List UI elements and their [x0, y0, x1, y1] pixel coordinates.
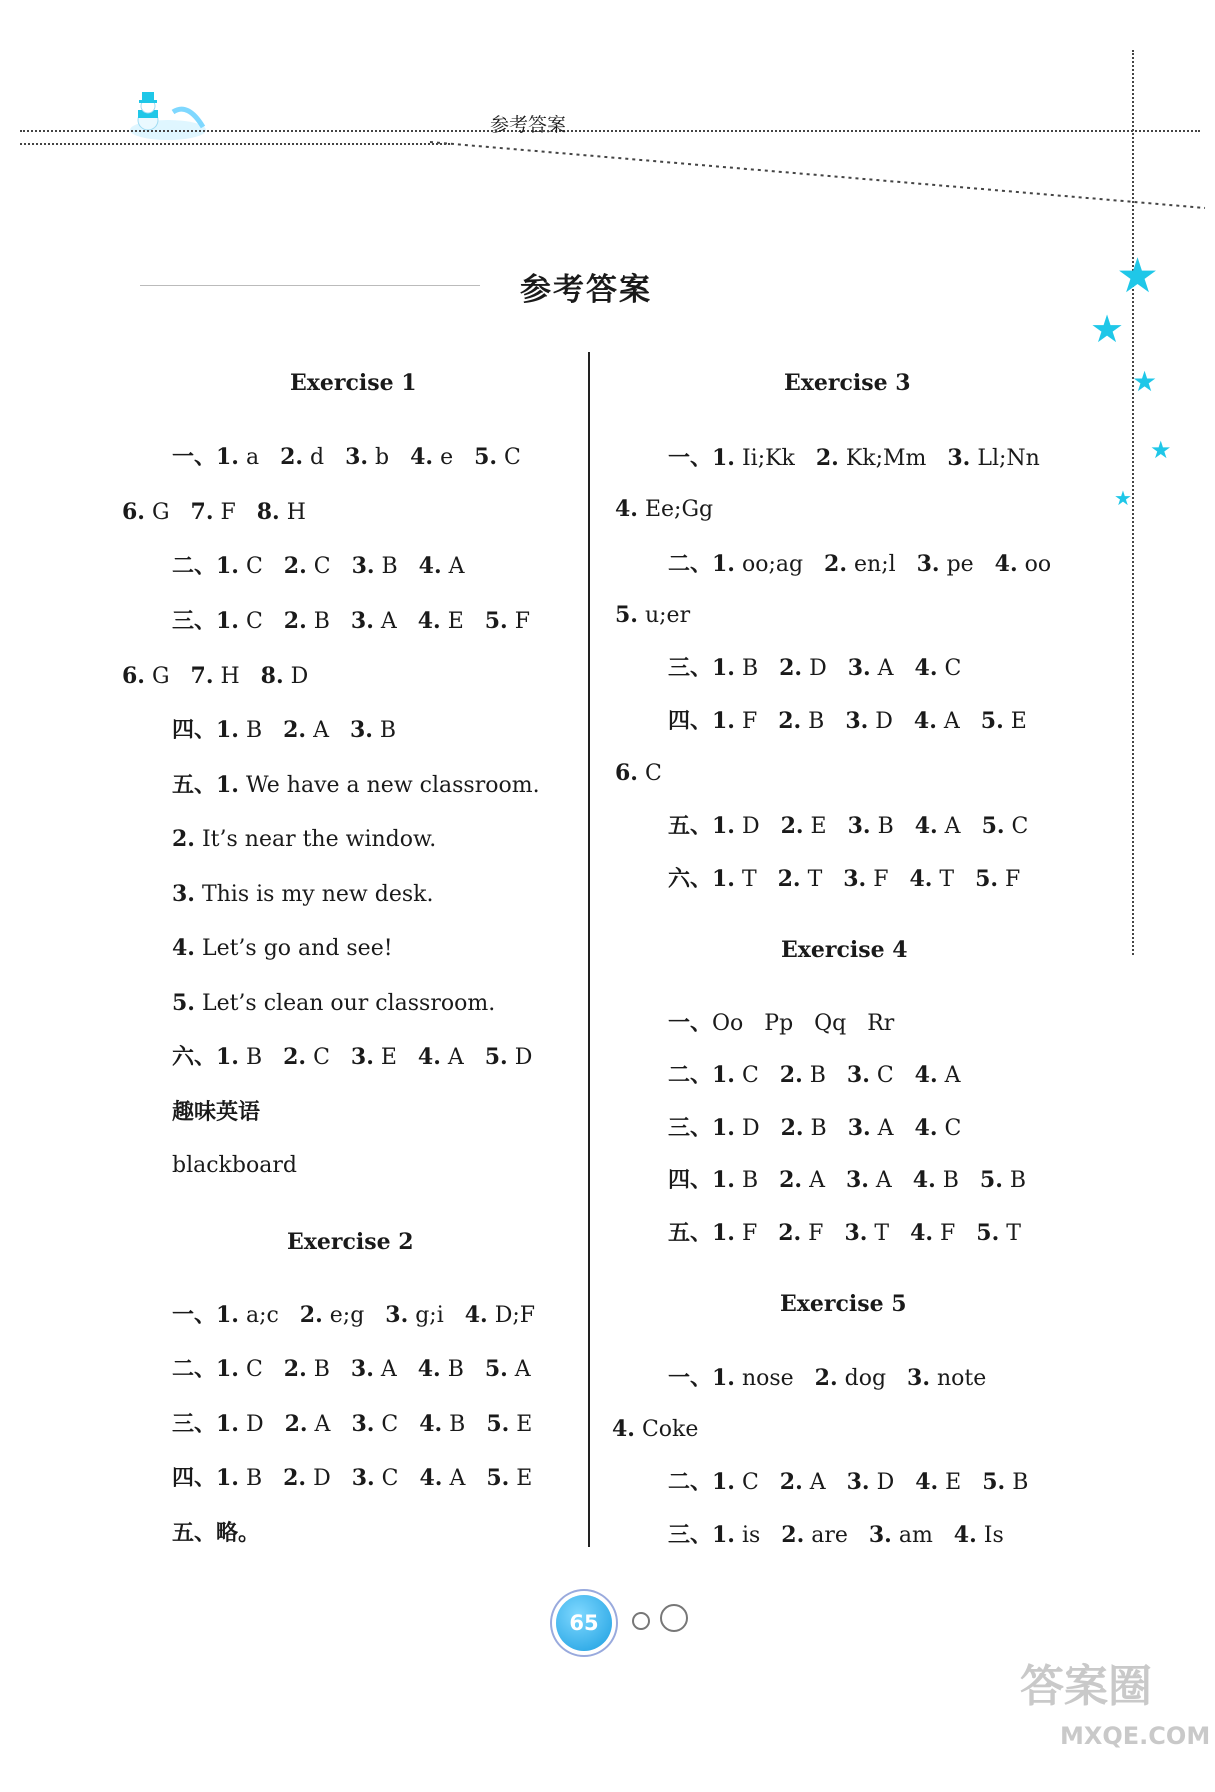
page-number: 65: [556, 1595, 612, 1651]
column-divider: [588, 352, 590, 1547]
answer-line: 三、1. B 2. D 3. A 4. C: [668, 655, 962, 681]
answer-line: 4. Coke: [612, 1416, 699, 1442]
star-icon: ★: [1150, 436, 1172, 464]
answer-line: 一、Oo Pp Qq Rr: [668, 1010, 895, 1036]
exercise-title: Exercise 4: [781, 937, 908, 963]
answer-line: 六、1. B 2. C 3. E 4. A 5. D: [172, 1044, 533, 1070]
answer-line: 6. C: [615, 760, 662, 786]
answer-line: 二、1. C 2. B 3. A 4. B 5. A: [172, 1356, 531, 1382]
answer-line: 三、1. D 2. B 3. A 4. C: [668, 1115, 962, 1141]
decor-circle-small: [632, 1612, 650, 1630]
exercise-title: Exercise 1: [290, 370, 417, 396]
exercise-title: Exercise 5: [780, 1291, 907, 1317]
section-label: 趣味英语: [172, 1099, 261, 1125]
answer-line: 二、1. C 2. C 3. B 4. A: [172, 553, 465, 579]
answer-line: 二、1. C 2. A 3. D 4. E 5. B: [668, 1469, 1029, 1495]
watermark-logo: 答案圈: [1020, 1661, 1152, 1712]
exercise-title: Exercise 3: [784, 370, 911, 396]
answer-line: blackboard: [172, 1153, 297, 1178]
right-vertical-dotted-line: [1132, 50, 1134, 955]
star-icon: ★: [1116, 248, 1160, 304]
answer-line: 四、1. B 2. D 3. C 4. A 5. E: [172, 1465, 533, 1491]
star-icon: ★: [1090, 307, 1125, 351]
answer-line: 5. u;er: [615, 602, 691, 628]
answer-line: 二、1. oo;ag 2. en;l 3. pe 4. oo: [668, 551, 1052, 577]
header-dotted-line-2: [20, 143, 450, 145]
answer-line: 一、1. nose 2. dog 3. note: [668, 1365, 987, 1391]
answer-line: 五、1. We have a new classroom.: [172, 772, 540, 798]
answer-line: 一、1. a;c 2. e;g 3. g;i 4. D;F: [172, 1302, 536, 1328]
header-title: 参考答案: [490, 114, 567, 136]
star-icon: ★: [1132, 365, 1158, 398]
answer-line: 二、1. C 2. B 3. C 4. A: [668, 1062, 961, 1088]
answer-line: 三、1. is 2. are 3. am 4. Is: [668, 1522, 1004, 1548]
exercise-title: Exercise 2: [287, 1229, 414, 1255]
answer-line: 一、1. Ii;Kk 2. Kk;Mm 3. Ll;Nn: [668, 445, 1040, 471]
header-diagonal-line: [430, 130, 1210, 210]
answer-line: 6. G 7. H 8. D: [122, 663, 309, 689]
answer-line: 五、略。: [172, 1520, 261, 1546]
answer-line: 四、1. F 2. B 3. D 4. A 5. E: [668, 708, 1027, 734]
answer-line: 三、1. D 2. A 3. C 4. B 5. E: [172, 1411, 533, 1437]
answer-line: 四、1. B 2. A 3. B: [172, 717, 397, 743]
answer-line: 6. G 7. F 8. H: [122, 499, 306, 525]
answer-line: 一、1. a 2. d 3. b 4. e 5. C: [172, 444, 521, 470]
page-title: 参考答案: [520, 272, 652, 308]
answer-line: 3. This is my new desk.: [172, 881, 434, 907]
watermark-url: MXQE.COM: [1060, 1722, 1211, 1750]
title-rule-left: [140, 285, 480, 286]
answer-line: 六、1. T 2. T 3. F 4. T 5. F: [668, 866, 1021, 892]
answer-line: 5. Let’s clean our classroom.: [172, 990, 496, 1016]
star-icon: ★: [1114, 486, 1132, 510]
answer-line: 三、1. C 2. B 3. A 4. E 5. F: [172, 608, 530, 634]
answer-line: 4. Ee;Gg: [615, 496, 714, 522]
answer-line: 五、1. F 2. F 3. T 4. F 5. T: [668, 1220, 1021, 1246]
answer-line: 2. It’s near the window.: [172, 826, 437, 852]
answer-line: 四、1. B 2. A 3. A 4. B 5. B: [668, 1167, 1027, 1193]
answer-line: 4. Let’s go and see!: [172, 935, 393, 961]
decor-circle-large: [660, 1604, 688, 1632]
answer-line: 五、1. D 2. E 3. B 4. A 5. C: [668, 813, 1029, 839]
